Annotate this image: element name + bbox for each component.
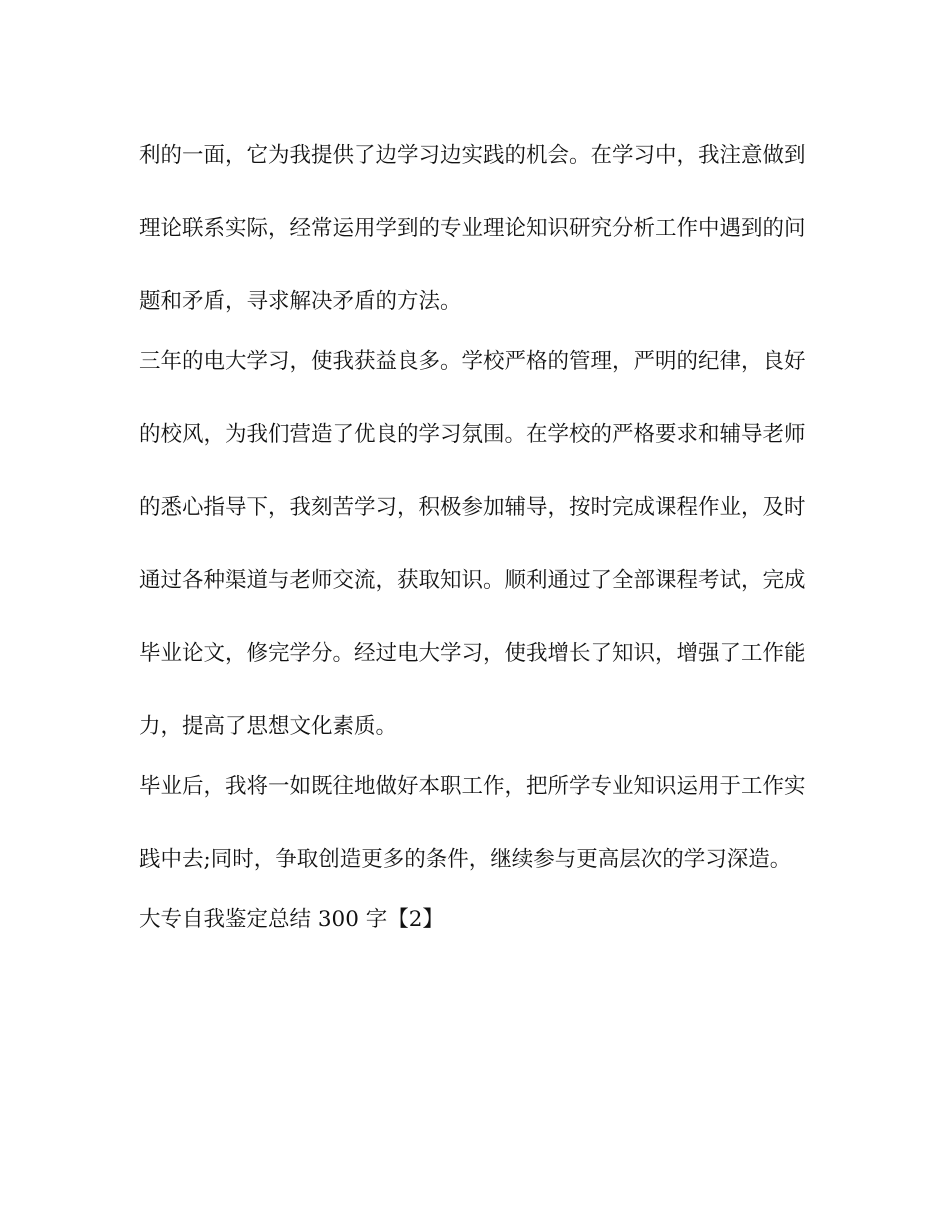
paragraph-2-line-5: 毕业论文，修完学分。经过电大学习，使我增长了知识，增强了工作能: [139, 641, 806, 666]
paragraph-2-line-3: 的悉心指导下，我刻苦学习，积极参加辅导，按时完成课程作业，及时: [139, 495, 806, 520]
paragraph-2-line-6: 力，提高了思想文化素质。: [139, 714, 398, 739]
section-heading: 大专自我鉴定总结 300 字【2】: [139, 907, 444, 932]
paragraph-3-line-2: 践中去;同时，争取创造更多的条件，继续参与更高层次的学习深造。: [139, 847, 792, 872]
paragraph-2-line-4: 通过各种渠道与老师交流，获取知识。顺利通过了全部课程考试，完成: [139, 568, 806, 593]
paragraph-1-line-1: 利的一面，它为我提供了边学习边实践的机会。在学习中，我注意做到: [139, 143, 806, 168]
paragraph-1-line-2: 理论联系实际，经常运用学到的专业理论知识研究分析工作中遇到的问: [139, 216, 806, 241]
paragraph-3-line-1: 毕业后，我将一如既往地做好本职工作，把所学专业知识运用于工作实: [139, 774, 806, 799]
paragraph-1-line-3: 题和矛盾，寻求解决矛盾的方法。: [139, 289, 462, 314]
paragraph-2-line-2: 的校风，为我们营造了优良的学习氛围。在学校的严格要求和辅导老师: [139, 422, 806, 447]
paragraph-2-line-1: 三年的电大学习，使我获益良多。学校严格的管理，严明的纪律，良好: [139, 349, 806, 374]
